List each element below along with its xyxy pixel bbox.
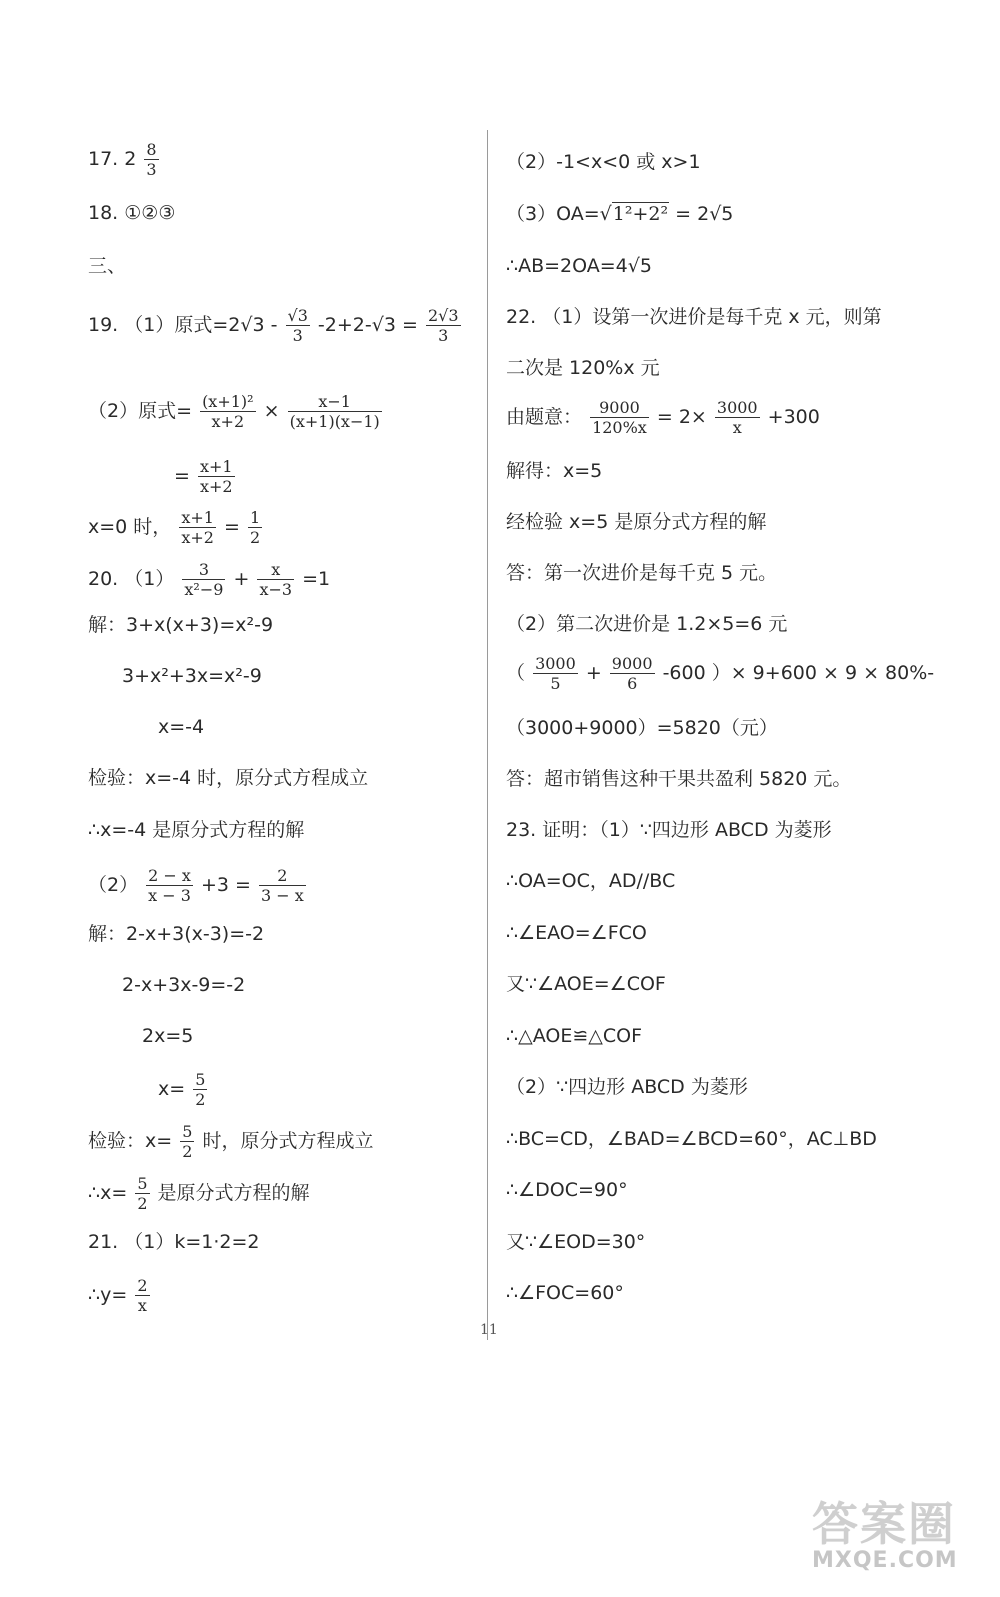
text: （3）OA= xyxy=(506,203,600,225)
answer-20-solve: 解：3+x(x+3)=x²-9 xyxy=(88,614,274,636)
fraction xyxy=(288,392,382,431)
text: 检验：x= xyxy=(88,1130,173,1152)
page-number: 11 xyxy=(480,1322,498,1338)
answer-20-step: 2x=5 xyxy=(142,1025,194,1047)
sqrt-sign: √ xyxy=(599,203,612,225)
fraction xyxy=(257,560,294,599)
proof-line: 又∵∠AOE=∠COF xyxy=(506,973,666,995)
fraction xyxy=(135,1276,149,1315)
answer-21-2 xyxy=(88,1276,152,1315)
fraction xyxy=(610,654,655,693)
fraction xyxy=(198,457,235,496)
operator: × xyxy=(263,400,280,422)
answer-19-3 xyxy=(174,457,237,496)
frac-den: x²−9 xyxy=(184,580,224,599)
fraction xyxy=(590,398,649,437)
radicand: 1²+2² xyxy=(612,203,669,225)
frac-num: √3 xyxy=(287,306,308,325)
frac-num: 1 xyxy=(249,508,261,527)
frac-den: 3 xyxy=(292,326,303,345)
answer-22-solve: 解得：x=5 xyxy=(506,460,603,482)
answer-20-solve-2: 解：2-x+3(x-3)=-2 xyxy=(88,923,265,945)
frac-num: 5 xyxy=(137,1174,148,1193)
frac-num: 8 xyxy=(146,140,157,159)
fraction xyxy=(715,398,760,437)
answer-22-answer: 答：第一次进价是每千克 5 元。 xyxy=(506,562,778,584)
answer-22-line: 二次是 120%x 元 xyxy=(506,357,660,379)
text: 由题意： xyxy=(506,406,583,428)
frac-den: x − 3 xyxy=(148,886,191,905)
frac-den: x+2 xyxy=(199,477,233,496)
watermark-logo-text: 答案圈 xyxy=(812,1497,956,1551)
text: = 2× xyxy=(656,406,707,428)
frac-num: 3000 xyxy=(716,398,758,417)
operator: + xyxy=(585,662,602,684)
q17-fraction xyxy=(144,140,158,179)
answer-23-1: 23. 证明：（1）∵四边形 ABCD 为菱形 xyxy=(506,819,832,841)
answer-20-check: 检验：x=-4 时，原分式方程成立 xyxy=(88,767,369,789)
frac-den: 120%x xyxy=(592,418,647,437)
answer-20-1 xyxy=(88,560,330,599)
answer-22-equation xyxy=(506,398,820,437)
text: +300 xyxy=(767,406,820,428)
text: （2） xyxy=(88,874,139,896)
frac-num: x xyxy=(257,560,294,580)
answer-22-answer-2: 答：超市销售这种干果共盈利 5820 元。 xyxy=(506,768,852,790)
frac-den: x+2 xyxy=(181,528,214,547)
frac-num: x+1 xyxy=(199,457,233,476)
text: x= xyxy=(158,1078,186,1100)
answer-20-check-2 xyxy=(88,1122,373,1161)
fraction xyxy=(193,1070,207,1109)
answer-18: 18. ①②③ xyxy=(88,202,176,224)
fraction xyxy=(259,866,306,905)
text: 是原分式方程的解 xyxy=(157,1182,310,1204)
answer-21-2-part: （2）-1<x<0 或 x>1 xyxy=(506,151,701,173)
text: -2+2-√3 = xyxy=(317,314,418,336)
text: =1 xyxy=(302,568,331,590)
answer-22-2: （2）第二次进价是 1.2×5=6 元 xyxy=(506,613,788,635)
frac-den: x+2 xyxy=(211,412,245,431)
answer-20-step: x=-4 xyxy=(158,716,205,738)
proof-line: ∴OA=OC，AD//BC xyxy=(506,870,676,892)
text: （2）原式= xyxy=(88,400,193,422)
text: x=0 时， xyxy=(88,516,172,538)
answer-20-2 xyxy=(88,866,308,905)
frac-num: 9000 xyxy=(611,654,653,673)
frac-num: 2 xyxy=(259,866,306,886)
proof-line: ∴∠FOC=60° xyxy=(506,1282,624,1304)
frac-num: 3000 xyxy=(535,654,576,673)
frac-den: 3 xyxy=(146,160,157,179)
fraction xyxy=(426,306,461,345)
proof-line: ∴BC=CD，∠BAD=∠BCD=60°，AC⊥BD xyxy=(506,1128,877,1150)
q17-label: 17. 2 xyxy=(88,148,137,170)
answer-22-profit xyxy=(506,654,934,693)
text: = 2√5 xyxy=(675,203,734,225)
frac-den: 3 xyxy=(438,326,449,345)
text: （ xyxy=(506,662,526,684)
text: 20. （1） xyxy=(88,568,175,590)
watermark-url: MXQE.COM xyxy=(812,1548,958,1573)
fraction xyxy=(248,508,262,547)
answer-19-4 xyxy=(88,508,264,547)
frac-num: 9000 xyxy=(590,398,649,418)
fraction xyxy=(180,1122,194,1161)
text: 时，原分式方程成立 xyxy=(202,1130,374,1152)
frac-den: 2 xyxy=(195,1090,206,1109)
operator: = xyxy=(224,516,240,538)
frac-num: 2 xyxy=(137,1276,148,1295)
answer-21-3 xyxy=(506,202,733,226)
frac-num: (x+1)² xyxy=(202,392,254,411)
proof-line: ∴∠EAO=∠FCO xyxy=(506,922,647,944)
text: 19. （1）原式=2√3 - xyxy=(88,314,278,336)
answer-19-2 xyxy=(88,392,384,431)
frac-den: x xyxy=(732,418,742,437)
fraction xyxy=(135,1174,149,1213)
frac-den: 6 xyxy=(627,674,638,693)
answer-22-1: 22. （1）设第一次进价是每千克 x 元，则第 xyxy=(506,306,882,328)
text: -600 ）× 9+600 × 9 × 80%- xyxy=(662,662,935,684)
frac-den: 2 xyxy=(249,528,261,547)
frac-num: x+1 xyxy=(181,508,214,527)
answer-20-conclusion-2 xyxy=(88,1174,310,1213)
proof-line: ∴∠DOC=90° xyxy=(506,1179,628,1201)
text: ∴y= xyxy=(88,1284,128,1306)
frac-den: 5 xyxy=(550,674,561,693)
section-three: 三、 xyxy=(88,255,127,277)
fraction xyxy=(182,560,225,599)
answer-21-1: 21. （1）k=1·2=2 xyxy=(88,1231,260,1253)
text: +3 = xyxy=(200,874,251,896)
answer-22-total: （3000+9000）=5820（元） xyxy=(506,717,778,739)
fraction xyxy=(533,654,578,693)
frac-num: 2√3 xyxy=(427,306,459,325)
answer-20-conclusion: ∴x=-4 是原分式方程的解 xyxy=(88,819,305,841)
fraction xyxy=(286,306,310,345)
answer-20-step: 3+x²+3x=x²-9 xyxy=(122,665,262,687)
frac-num: 2 − x xyxy=(148,866,191,885)
frac-den: (x+1)(x−1) xyxy=(289,412,380,431)
answer-22-check: 经检验 x=5 是原分式方程的解 xyxy=(506,511,767,533)
column-divider xyxy=(487,130,488,1340)
frac-num: x−1 xyxy=(288,392,382,412)
frac-num: 5 xyxy=(182,1122,193,1141)
text: ∴x= xyxy=(88,1182,128,1204)
proof-line: 又∵∠EOD=30° xyxy=(506,1231,646,1253)
fraction xyxy=(146,866,193,905)
proof-line: ∴△AOE≌△COF xyxy=(506,1025,643,1047)
operator: + xyxy=(233,568,250,590)
answer-19-1 xyxy=(88,306,463,345)
frac-den: 3 − x xyxy=(260,886,304,905)
answer-23-2: （2）∵四边形 ABCD 为菱形 xyxy=(506,1076,748,1098)
watermark-logo xyxy=(812,1488,990,1588)
frac-num: 5 xyxy=(195,1070,206,1089)
answer-21-ab: ∴AB=2OA=4√5 xyxy=(506,255,652,277)
answer-20-step: 2-x+3x-9=-2 xyxy=(122,974,246,996)
answer-20-result xyxy=(158,1070,209,1109)
frac-den: x−3 xyxy=(259,580,293,599)
text: = xyxy=(174,465,190,487)
answer-17 xyxy=(88,140,161,179)
fraction xyxy=(179,508,216,547)
frac-den: x xyxy=(137,1296,147,1315)
frac-num: 3 xyxy=(182,560,225,580)
frac-den: 2 xyxy=(137,1194,148,1213)
frac-den: 2 xyxy=(182,1142,193,1161)
fraction xyxy=(200,392,256,431)
